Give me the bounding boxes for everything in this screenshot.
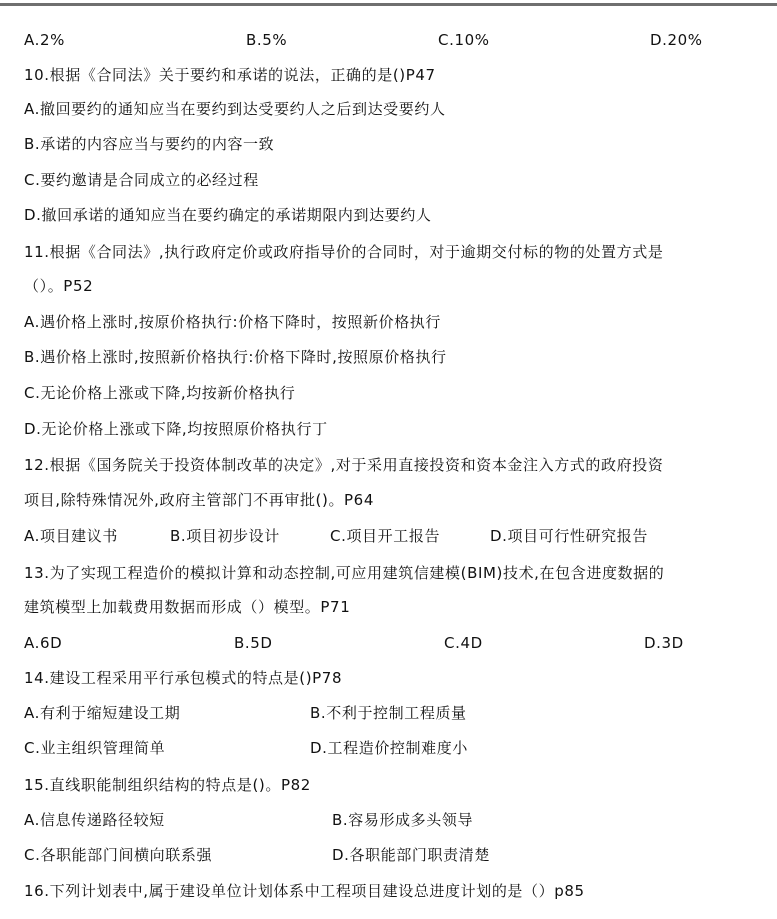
q9-option-a: A.2% [24,31,65,49]
q10-option-d: D.撤回承诺的通知应当在要约确定的承诺期限内到达要约人 [24,206,432,224]
q15-option-a: A.信息传递路径较短 [24,811,165,829]
q12-option-b: B.项目初步设计 [170,527,280,545]
q14-stem: 14.建设工程采用平行承包模式的特点是()P78 [24,669,343,687]
q12-option-d: D.项目可行性研究报告 [490,527,648,545]
q11-option-a: A.遇价格上涨时,按原价格执行:价格下降时，按照新价格执行 [24,313,441,331]
q10-option-a: A.撤回要约的通知应当在要约到达受要约人之后到达受要约人 [24,100,446,118]
q9-option-c: C.10% [438,31,490,49]
q13-option-a: A.6D [24,634,63,652]
q12-option-a: A.项目建议书 [24,527,118,545]
q9-option-d: D.20% [650,31,703,49]
q15-option-c: C.各职能部门间横向联系强 [24,846,213,864]
q11-option-c: C.无论价格上涨或下降,均按新价格执行 [24,384,296,402]
q13-option-c: C.4D [444,634,483,652]
q16-stem: 16.下列计划表中,属于建设单位计划体系中工程项目建设总进度计划的是（）p85 [24,882,585,900]
q11-option-b: B.遇价格上涨时,按照新价格执行:价格下降时,按照原价格执行 [24,348,447,366]
q15-option-b: B.容易形成多头领导 [332,811,474,829]
q15-stem: 15.直线职能制组织结构的特点是()。P82 [24,776,311,794]
q15-option-d: D.各职能部门职责清楚 [332,846,490,864]
q13-option-b: B.5D [234,634,273,652]
q14-option-c: C.业主组织管理简单 [24,739,166,757]
q10-stem: 10.根据《合同法》关于要约和承诺的说法，正确的是()P47 [24,66,436,84]
q14-option-d: D.工程造价控制难度小 [310,739,468,757]
q14-option-a: A.有利于缩短建设工期 [24,704,181,722]
q14-option-b: B.不利于控制工程质量 [310,704,467,722]
q13-stem-line2: 建筑模型上加载费用数据而形成（）模型。P71 [24,598,351,616]
q13-option-d: D.3D [644,634,684,652]
q12-stem-line2: 项目,除特殊情况外,政府主管部门不再审批()。P64 [24,491,374,509]
q10-option-b: B.承诺的内容应当与要约的内容一致 [24,135,275,153]
q11-stem-line1: 11.根据《合同法》,执行政府定价或政府指导价的合同时，对于逾期交付标的物的处置方式是 [24,243,664,261]
q11-stem-line2: （）。P52 [24,277,94,295]
q13-stem-line1: 13.为了实现工程造价的模拟计算和动态控制,可应用建筑信建模(BIM)技术,在包含进度数据的 [24,564,665,582]
top-rule [0,0,777,6]
q9-option-b: B.5% [246,31,288,49]
q10-option-c: C.要约邀请是合同成立的必经过程 [24,171,259,189]
q11-option-d: D.无论价格上涨或下降,均按照原价格执行丁 [24,420,328,438]
q12-option-c: C.项目开工报告 [330,527,441,545]
q12-stem-line1: 12.根据《国务院关于投资体制改革的决定》,对于采用直接投资和资本金注入方式的政府投资 [24,456,664,474]
